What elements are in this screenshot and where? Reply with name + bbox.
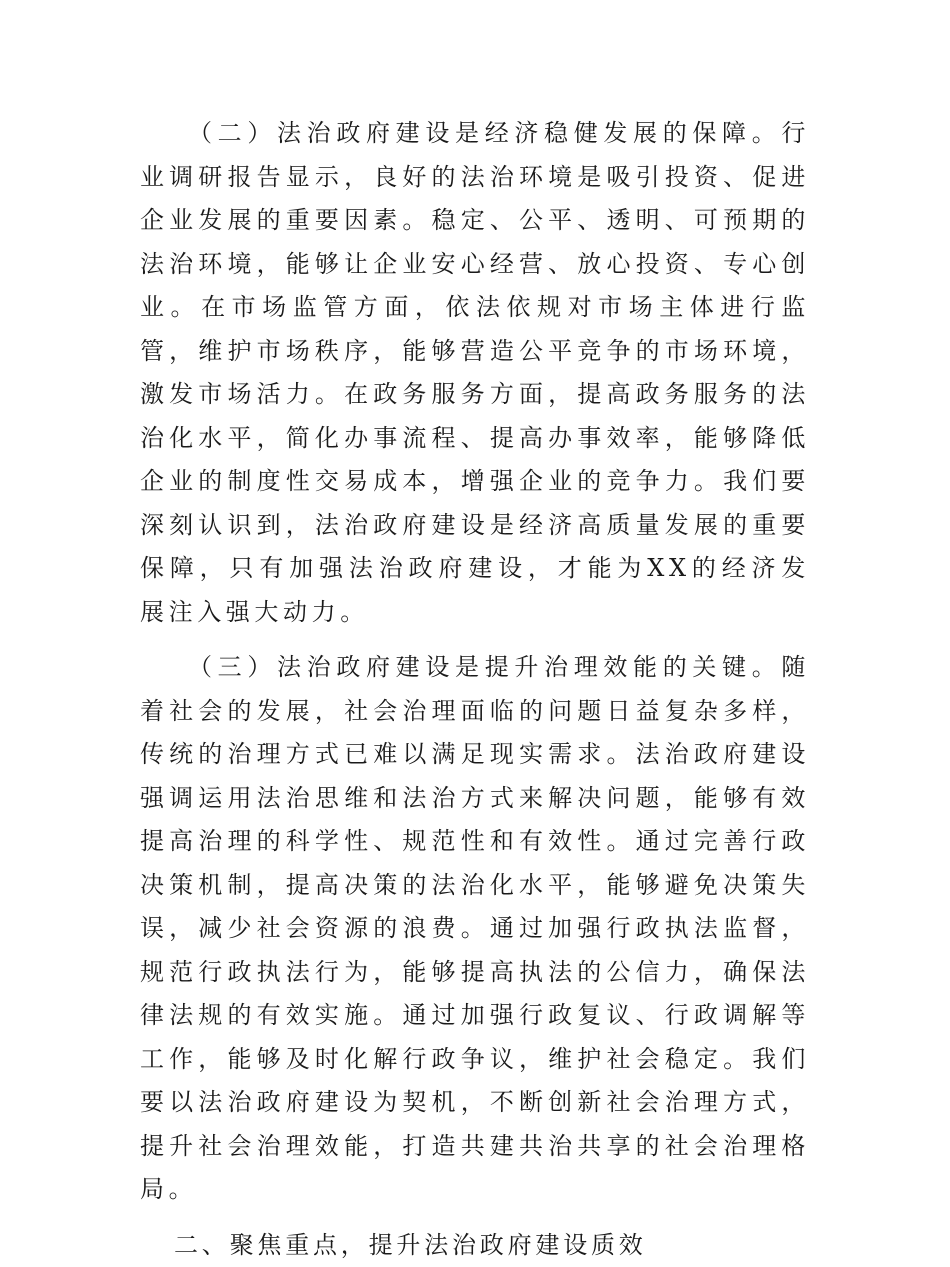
- paragraph-governance-efficiency: （三）法治政府建设是提升治理效能的关键。随着社会的发展，社会治理面临的问题日益复杂多样，传统的治理方式已难以满足现实需求。法治政府建设强调运用法治思维和法治方式来解决问题，能够有效提高治理的科学性、规范性和有效性。通过完善行政决策机制，提高决策的法治化水平，能够避免决策失误，减少社会资源的浪费。通过加强行政执法监督，规范行政执法行为，能够提高执法的公信力，确保法律法规的有效实施。通过加强行政复议、行政调解等工作，能够及时化解行政争议，维护社会稳定。我们要以法治政府建设为契机，不断创新社会治理方式，提升社会治理效能，打造共建共治共享的社会治理格局。: [140, 646, 810, 1212]
- document-body: [140, 112, 810, 1267]
- section-heading: 二、聚焦重点，提升法治政府建设质效: [140, 1224, 810, 1267]
- paragraph-economic-development: （二）法治政府建设是经济稳健发展的保障。行业调研报告显示，良好的法治环境是吸引投资、促进企业发展的重要因素。稳定、公平、透明、可预期的法治环境，能够让企业安心经营、放心投资、专心创业。在市场监管方面，依法依规对市场主体进行监管，维护市场秩序，能够营造公平竞争的市场环境，激发市场活力。在政务服务方面，提高政务服务的法治化水平，简化办事流程、提高办事效率，能够降低企业的制度性交易成本，增强企业的竞争力。我们要深刻认识到，法治政府建设是经济高质量发展的重要保障，只有加强法治政府建设，才能为XX的经济发展注入强大动力。: [140, 112, 810, 634]
